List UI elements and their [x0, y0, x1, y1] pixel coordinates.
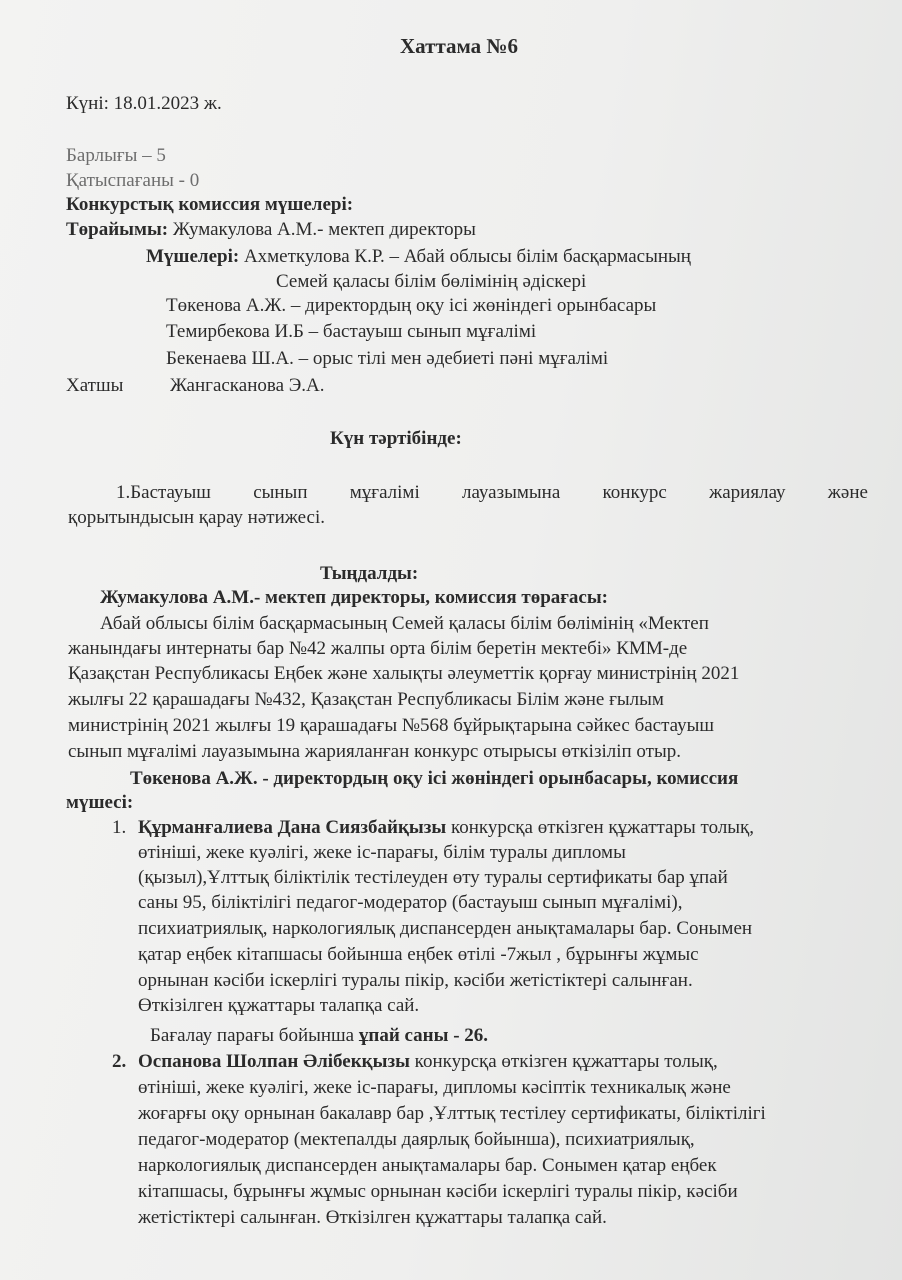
candidate1-line: Өткізілген құжаттары талапқа сай. [138, 995, 420, 1016]
speaker2-line1: Төкенова А.Ж. - директордың оқу ісі жөніндегі орынбасары, комиссия [130, 768, 739, 789]
members-first-line [146, 245, 691, 269]
speech1-line6: сынып мұғалімі лауазымына жарияланған конкурс отырысы өткізіліп отыр. [68, 741, 681, 762]
candidate2-number: 2. [112, 1051, 127, 1072]
agenda-word: 1.Бастауыш [116, 482, 211, 503]
document-title: Хаттама №6 [400, 34, 519, 58]
agenda-title: Күн тәртібінде: [330, 428, 462, 449]
chair-line [66, 218, 476, 242]
speech1-line1: Абай облысы білім басқармасының Семей қаласы білім бөлімінің «Мектеп [100, 613, 709, 634]
candidate2-line: кітапшасы, бұрынғы жұмыс орнынан кәсіби іскерлігі туралы пікір, кәсіби [138, 1181, 738, 1202]
candidate1-score [150, 1024, 488, 1048]
commission-header: Конкурстық комиссия мүшелері: [66, 194, 354, 215]
speaker1: Жумакулова А.М.- мектеп директоры, комиссия төрағасы: [100, 587, 608, 608]
candidate1-first-line [138, 816, 754, 840]
secretary-name: Жангасканова Э.А. [170, 375, 325, 396]
date-line: Күні: 18.01.2023 ж. [66, 93, 222, 114]
candidate1-line: психиатриялық, наркологиялық диспансерден анықтамалары бар. Сонымен [138, 918, 753, 939]
agenda-word: конкурс [602, 482, 667, 503]
candidate2-first-line [138, 1050, 718, 1074]
candidate2-first-line-rest: конкурсқа өткізген құжаттары толық, [409, 1051, 718, 1072]
agenda-word: мұғалімі [349, 482, 420, 503]
chair-text: Жумакулова А.М.- мектеп директоры [172, 219, 476, 240]
agenda-word: жариялау [709, 482, 786, 503]
agenda-word: лауазымына [461, 482, 561, 503]
secretary-label: Хатшы [66, 375, 124, 396]
speech1-line2: жанындағы интернаты бар №42 жалпы орта білім беретін мектебі» КММ-де [68, 638, 688, 659]
candidate1-first-line-rest: конкурсқа өткізген құжаттары толық, [446, 817, 755, 838]
heard-title: Тыңдалды: [320, 563, 419, 584]
member-1: Ахметкулова К.Р. – Абай облысы білім басқармасының [243, 246, 691, 267]
member-1-cont: Семей қаласы білім бөлімінің әдіскері [276, 271, 587, 292]
agenda-word: және [827, 482, 868, 503]
candidate1-line: (қызыл),Ұлттық біліктілік тестілеуден өту туралы сертификаты бар ұпай [138, 867, 728, 888]
candidate1-line: қатар еңбек кітапшасы бойынша еңбек өтілі -7жыл , бұрынғы жұмыс [138, 944, 699, 965]
speaker2-line2: мүшесі: [66, 792, 134, 813]
absent-count: Қатыспағаны - 0 [66, 170, 200, 191]
candidate1-line: орнынан кәсіби іскерлігі туралы пікір, кәсіби жетістіктері салынған. [138, 970, 693, 991]
candidate1-line: өтініші, жеке куәлігі, жеке іс-парағы, білім туралы дипломы [138, 842, 626, 863]
member-4: Бекенаева Ш.А. – орыс тілі мен әдебиеті пәні мұғалімі [166, 348, 609, 369]
candidate2-line: өтініші, жеке куәлігі, жеке іс-парағы, дипломы кәсіптік техникалық және [138, 1077, 731, 1098]
candidate2-line: педагог-модератор (мектепалды даярлық бойынша), психиатриялық, [138, 1129, 695, 1150]
candidate1-name: Құрманғалиева Дана Сиязбайқызы [138, 817, 447, 838]
candidate1-line: саны 95, біліктілігі педагог-модератор (бастауыш сынып мұғалімі), [138, 892, 683, 913]
members-label: Мүшелері: [146, 246, 240, 267]
member-3: Темирбекова И.Б – бастауыш сынып мұғалімі [166, 321, 537, 342]
candidate2-line: жоғарғы оқу орнынан бакалавр бар ,Ұлттық тестілеу сертификаты, біліктілігі [138, 1103, 766, 1124]
candidate1-score-value: ұпай саны - 26. [358, 1025, 489, 1046]
speech1-line4: жылғы 22 қарашадағы №432, Қазақстан Республикасы Білім және ғылым [68, 689, 664, 710]
total-count: Барлығы – 5 [66, 145, 166, 166]
speech1-line5: министрінің 2021 жылғы 19 қарашадағы №568 бұйрықтарына сәйкес бастауыш [68, 715, 714, 736]
chair-label: Төрайымы: [66, 219, 169, 240]
agenda-word: сынып [253, 482, 308, 503]
candidate2-line: наркологиялық диспансерден анықтамалары бар. Сонымен қатар еңбек [138, 1155, 717, 1176]
agenda-item-line2: қорытындысын қарау нәтижесі. [68, 507, 325, 528]
candidate1-number: 1. [112, 817, 127, 838]
candidate2-name: Оспанова Шолпан Әлібекқызы [138, 1051, 410, 1072]
agenda-item-line1 [116, 481, 868, 505]
speech1-line3: Қазақстан Республикасы Еңбек және халықты әлеуметтік қорғау министрінің 2021 [68, 663, 740, 684]
candidate2-line: жетістіктері салынған. Өткізілген құжаттары талапқа сай. [138, 1207, 607, 1228]
member-2: Төкенова А.Ж. – директордың оқу ісі жөніндегі орынбасары [166, 295, 657, 316]
candidate1-score-label: Бағалау парағы бойынша [150, 1025, 359, 1046]
